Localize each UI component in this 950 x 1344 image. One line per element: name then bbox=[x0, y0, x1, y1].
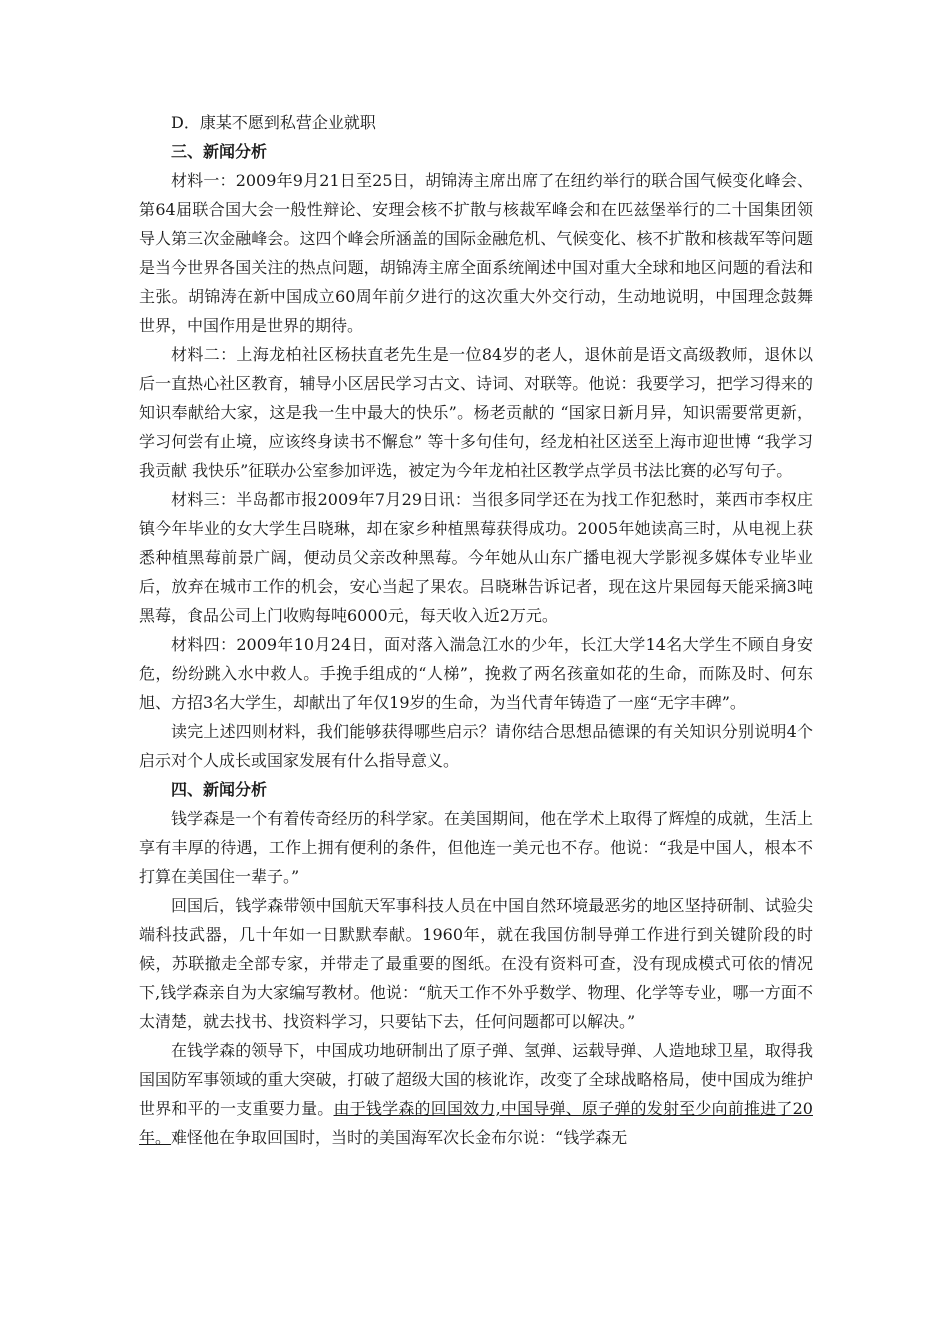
qian-para-1: 钱学森是一个有着传奇经历的科学家。在美国期间，他在学术上取得了辉煌的成就，生活上享有丰厚的待遇，工作上拥有便利的条件，但他连一美元也不存。他说：“我是中国人，根本不打算在美国住一辈子。” bbox=[139, 809, 813, 886]
material-1: 材料一：2009年9月21日至25日，胡锦涛主席出席了在纽约举行的联合国气候变化峰会、第64届联合国大会一般性辩论、安理会核不扩散与核裁军峰会和在匹兹堡举行的二十国集团领导人第三次金融峰会。这四个峰会所涵盖的国际金融危机、气候变化、核不扩散和核裁军等问题是当今世界各国关注的热点问题，胡锦涛主席全面系统阐述中国对重大全球和地区问题的看法和主张。胡锦涛在新中国成立60周年前夕进行的这次重大外交行动，生动地说明，中国理念鼓舞世界，中国作用是世界的期待。 bbox=[139, 171, 813, 335]
section3-heading: 三、新闻分析 bbox=[171, 142, 268, 161]
section4-heading: 四、新闻分析 bbox=[171, 780, 268, 799]
qian-para-3-start: 在钱学森的领导下，中国成功地研制出了原子弹、氢弹、运载导弹、人造地球卫星，取得我国国防军事领域的重大突破，打破了超级大国的核讹诈，改变了全球战略格局，使中国成为维护世界和平的一支重要力量。 bbox=[139, 1041, 813, 1118]
material-3: 材料三：半岛都市报2009年7月29日讯：当很多同学还在为找工作犯愁时，莱西市李权庄镇今年毕业的女大学生吕晓琳，却在家乡种植黑莓获得成功。2005年她读高三时，从电视上获悉种植黑莓前景广阔，便动员父亲改种黑莓。今年她从山东广播电视大学影视多媒体专业毕业后，放弃在城市工作的机会，安心当起了果农。吕晓琳告诉记者，现在这片果园每天能采摘3吨黑莓，食品公司上门收购每吨6000元，每天收入近2万元。 bbox=[139, 490, 813, 625]
document-body bbox=[139, 108, 813, 1152]
question: 读完上述四则材料，我们能够获得哪些启示？请你结合思想品德课的有关知识分别说明4个启示对个人成长或国家发展有什么指导意义。 bbox=[139, 722, 813, 770]
material-4: 材料四：2009年10月24日，面对落入湍急江水的少年，长江大学14名大学生不顾自身安危，纷纷跳入水中救人。手挽手组成的“人梯”，挽救了两名孩童如花的生命，而陈及时、何东旭、方招3名大学生，却献出了年仅19岁的生命，为当代青年铸造了一座“无字丰碑”。 bbox=[139, 635, 813, 712]
underlined-sentence: 由于钱学森的回国效力,中国导弹、原子弹的发射至少向前推进了20年。 bbox=[139, 1099, 813, 1147]
qian-para-3 bbox=[139, 1036, 813, 1152]
material-2: 材料二：上海龙柏社区杨扶直老先生是一位84岁的老人，退休前是语文高级教师，退休以后一直热心社区教育，辅导小区居民学习古文、诗词、对联等。他说：我要学习，把学习得来的知识奉献给大家，这是我一生中最大的快乐”。杨老贡献的 “国家日新月异，知识需要常更新，学习何尝有止境，应该终身读书不懈怠” 等十多句佳句，经龙柏社区送至上海市迎世博 “我学习 我贡献 我快乐”征联办公室参加评选，被定为今年龙柏社区教学点学员书法比赛的必写句子。 bbox=[139, 345, 813, 480]
qian-para-2: 回国后，钱学森带领中国航天军事科技人员在中国自然环境最恶劣的地区坚持研制、试验尖端科技武器，几十年如一日默默奉献。1960年，就在我国仿制导弹工作进行到关键阶段的时候，苏联撤走全部专家，并带走了最重要的图纸。在没有资料可查，没有现成模式可依的情况下,钱学森亲自为大家编写教材。他说：“航天工作不外乎数学、物理、化学等专业，哪一方面不太清楚，就去找书、找资料学习，只要钻下去，任何问题都可以解决。” bbox=[139, 896, 813, 1031]
option-d: D．康某不愿到私营企业就职 bbox=[171, 113, 376, 132]
qian-para-3-end: 难怪他在争取回国时，当时的美国海军次长金布尔说：“钱学森无 bbox=[171, 1128, 628, 1147]
